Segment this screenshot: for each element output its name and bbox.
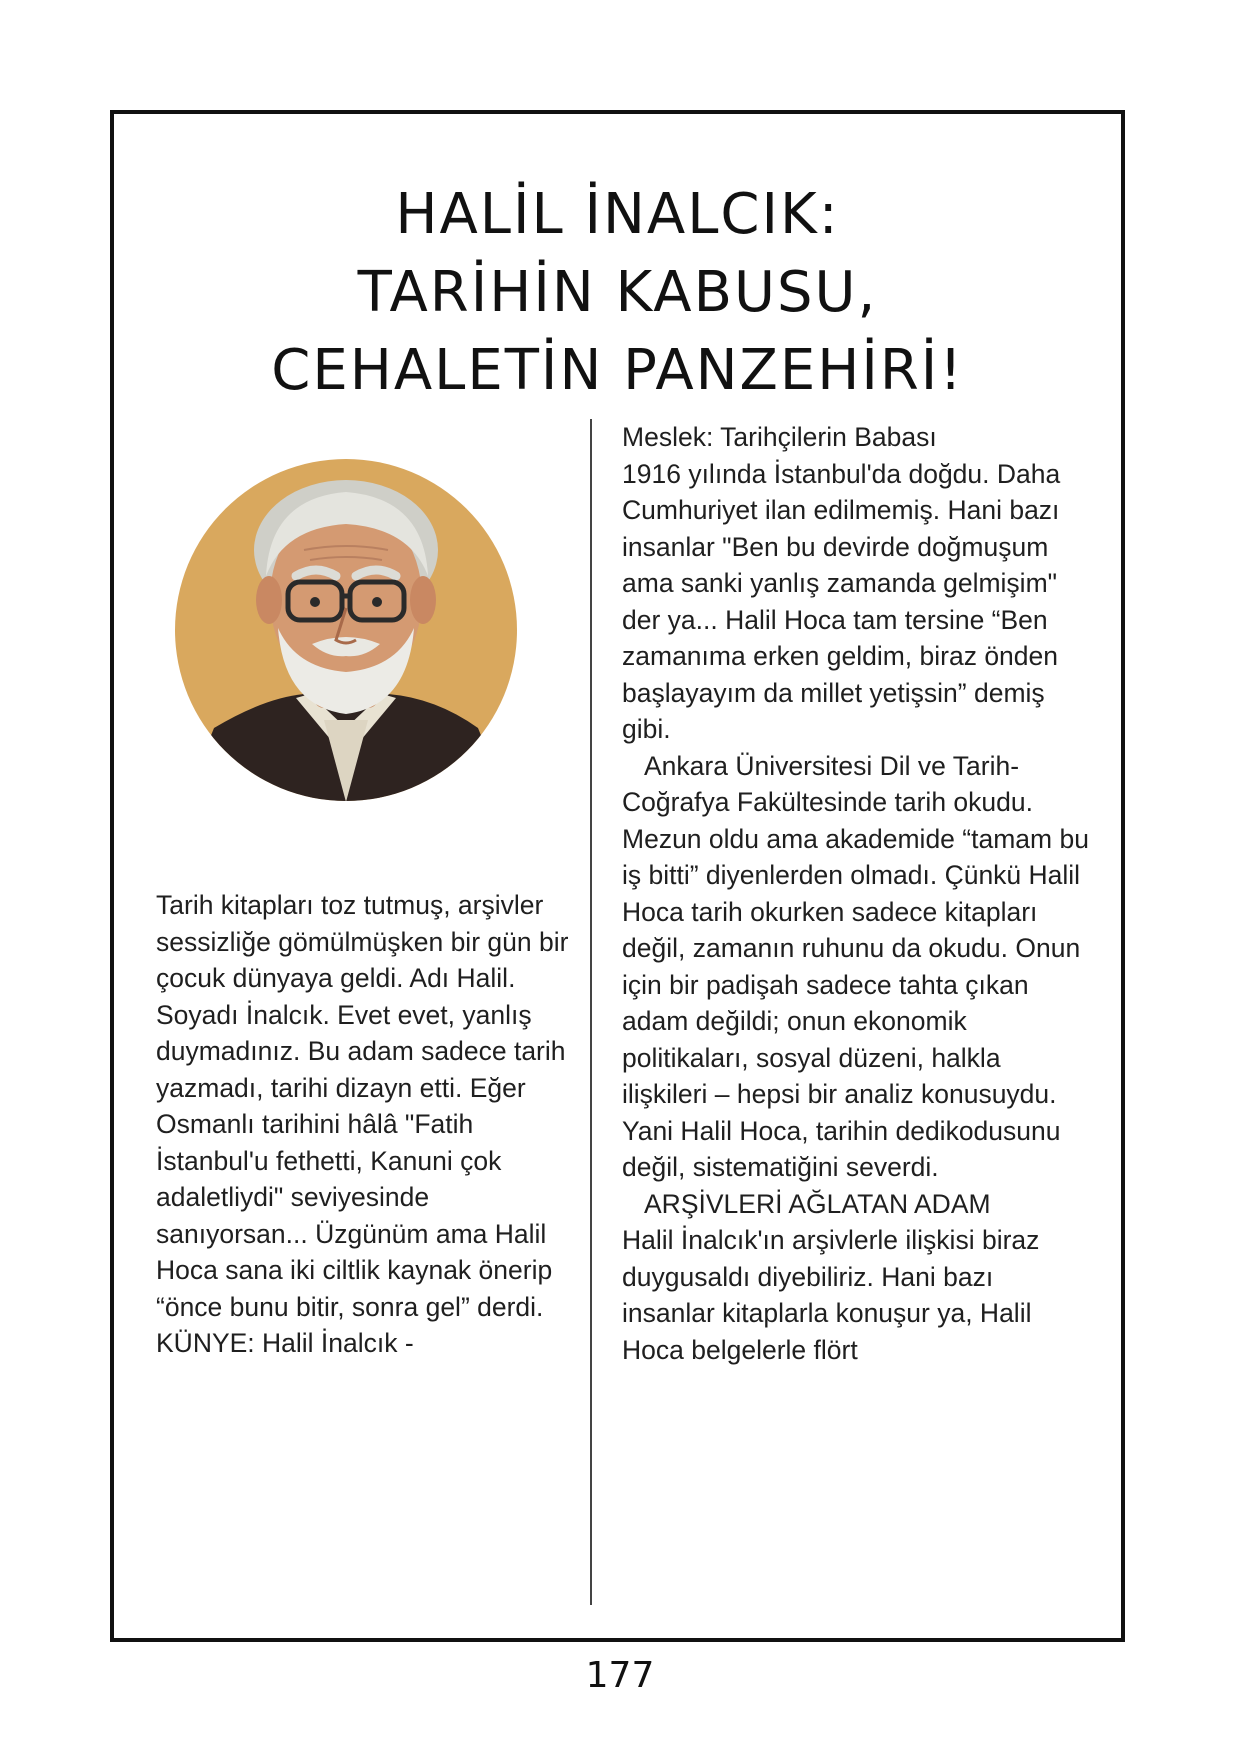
- section-heading: ARŞİVLERİ AĞLATAN ADAM: [644, 1188, 991, 1219]
- title-line-3: CEHALETİN PANZEHİRİ!: [271, 338, 964, 403]
- page-number: 177: [585, 1655, 655, 1696]
- column-divider: [590, 419, 592, 1605]
- left-column: [156, 887, 576, 1362]
- right-paragraph-2: 1916 yılında İstanbul'da doğdu. Daha Cumhuriyet ilan edilmemiş. Hani bazı insanlar "Ben bu devirde doğmuşum ama sanki yanlış zamanda gelmişim" der ya... Halil Hoca tam tersine “Ben zamanıma erken geldim, biraz önden başlayayım da millet yetişsin” demiş gibi.: [622, 458, 1061, 744]
- page-frame: [110, 110, 1125, 1642]
- right-column: [622, 419, 1092, 1368]
- portrait-illustration: [174, 458, 518, 802]
- left-paragraph-2: KÜNYE: Halil İnalcık -: [156, 1328, 414, 1358]
- left-paragraph-1: Tarih kitapları toz tutmuş, arşivler sessizliğe gömülmüşken bir gün bir çocuk dünyaya geldi. Adı Halil. Soyadı İnalcık. Evet evet, yanlış duymadınız. Bu adam sadece tarih yazmadı, tarihi dizayn etti. Eğer Osmanlı tarihini hâlâ "Fatih İstanbul'u fethetti, Kanuni çok adaletliydi" seviyesinde sanıyorsan... Üzgünüm ama Halil Hoca sana iki ciltlik kaynak önerip “önce bunu bitir, sonra gel” derdi.: [156, 890, 569, 1322]
- page-title: [114, 176, 1121, 410]
- right-paragraph-3: Ankara Üniversitesi Dil ve Tarih-Coğrafya Fakültesinde tarih okudu. Mezun oldu ama akademide “tamam bu iş bitti” diyenlerden olmadı. Çünkü Halil Hoca tarih okurken sadece kitapları değil, zamanın ruhunu da okudu. Onun için bir padişah sadece tahta çıkan adam değildi; onun ekonomik politikaları, sosyal düzeni, halkla ilişkileri – hepsi bir analiz konusuydu. Yani Halil Hoca, tarihin dedikodusunu değil, sistematiğini severdi.: [622, 750, 1089, 1182]
- right-paragraph-1: Meslek: Tarihçilerin Babası: [622, 422, 937, 452]
- right-paragraph-5: Halil İnalcık'ın arşivlerle ilişkisi biraz duygusaldı diyebiliriz. Hani bazı insanlar kitaplarla konuşur ya, Halil Hoca belgelerle flört: [622, 1225, 1040, 1365]
- title-line-2: TARİHİN KABUSU,: [357, 260, 878, 325]
- title-line-1: HALİL İNALCIK:: [395, 182, 840, 247]
